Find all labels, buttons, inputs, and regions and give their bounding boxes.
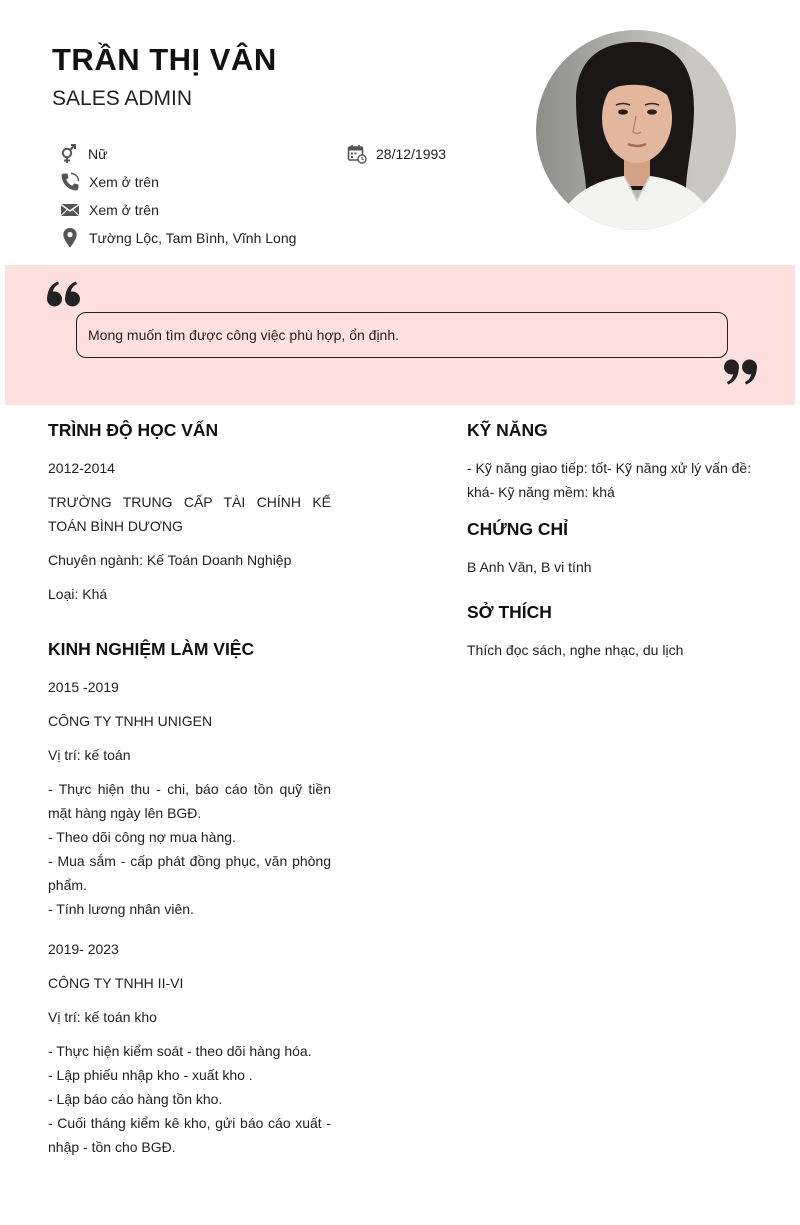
gender-icon: [58, 143, 80, 165]
job-duty: - Lập báo cáo hàng tồn kho.: [48, 1091, 223, 1107]
job-duty: - Tính lương nhân viên.: [48, 901, 194, 917]
job-duty: - Cuối tháng kiểm kê kho, gửi báo cáo xuất - nhập - tồn cho BGĐ.: [48, 1115, 331, 1155]
skills-heading: KỸ NĂNG: [467, 420, 548, 440]
job-duties: [48, 777, 331, 921]
education-heading: TRÌNH ĐỘ HỌC VẤN: [48, 420, 219, 440]
skills-text: - Kỹ năng giao tiếp: tốt- Kỹ năng xử lý vấn đề: khá- Kỹ năng mềm: khá: [467, 460, 752, 500]
birthdate-value: 28/12/1993: [376, 146, 447, 162]
phone-value: Xem ở trên: [89, 174, 159, 190]
info-email: [59, 199, 159, 221]
experience-heading: KINH NGHIỆM LÀM VIỆC: [48, 639, 255, 659]
candidate-title: SALES ADMIN: [52, 87, 193, 110]
job-duty: - Lập phiếu nhập kho - xuất kho .: [48, 1067, 253, 1083]
certificates-text: B Anh Văn, B vi tính: [467, 559, 592, 575]
job-duty: - Mua sắm - cấp phát đồng phục, văn phòng phẩm.: [48, 853, 331, 893]
info-phone: [59, 171, 159, 193]
education-period: 2012-2014: [48, 460, 115, 476]
phone-icon: [59, 171, 81, 193]
job-period: 2019- 2023: [48, 941, 119, 957]
education-major: Chuyên ngành: Kế Toán Doanh Nghiệp: [48, 552, 292, 568]
education-school: TRƯỜNG TRUNG CẤP TÀI CHÍNH KẾ TOÁN BÌNH DƯƠNG: [48, 494, 331, 534]
location-icon: [59, 227, 81, 249]
job-duties: [48, 1039, 331, 1159]
job-duty: - Thực hiện thu - chi, báo cáo tồn quỹ tiền mặt hàng ngày lên BGĐ.: [48, 781, 331, 821]
hobbies-heading: SỞ THÍCH: [467, 602, 552, 622]
profile-photo: [536, 30, 736, 230]
close-quote-icon: [722, 358, 758, 391]
job-company: CÔNG TY TNHH UNIGEN: [48, 713, 213, 729]
education-grade: Loại: Khá: [48, 586, 108, 602]
gender-value: Nữ: [88, 146, 108, 162]
email-value: Xem ở trên: [89, 202, 159, 218]
job-company: CÔNG TY TNHH II-VI: [48, 975, 184, 991]
info-gender: [58, 143, 107, 165]
info-birthdate: [346, 143, 446, 165]
candidate-name: TRẦN THỊ VÂN: [52, 42, 277, 77]
job-duty: - Thực hiện kiểm soát - theo dõi hàng hóa.: [48, 1043, 312, 1059]
mail-icon: [59, 199, 81, 221]
certificates-heading: CHỨNG CHỈ: [467, 519, 569, 539]
hobbies-text: Thích đọc sách, nghe nhạc, du lịch: [467, 642, 684, 658]
open-quote-icon: [46, 280, 82, 313]
job-position: Vị trí: kế toán kho: [48, 1009, 157, 1025]
info-address: [59, 227, 296, 249]
calendar-icon: [346, 143, 368, 165]
address-value: Tường Lộc, Tam Bình, Vĩnh Long: [89, 230, 297, 246]
job-period: 2015 -2019: [48, 679, 119, 695]
job-position: Vị trí: kế toán: [48, 747, 131, 763]
job-duty: - Theo dõi công nợ mua hàng.: [48, 829, 236, 845]
objective-text: Mong muốn tìm được công việc phù hợp, ổn định.: [76, 312, 728, 358]
